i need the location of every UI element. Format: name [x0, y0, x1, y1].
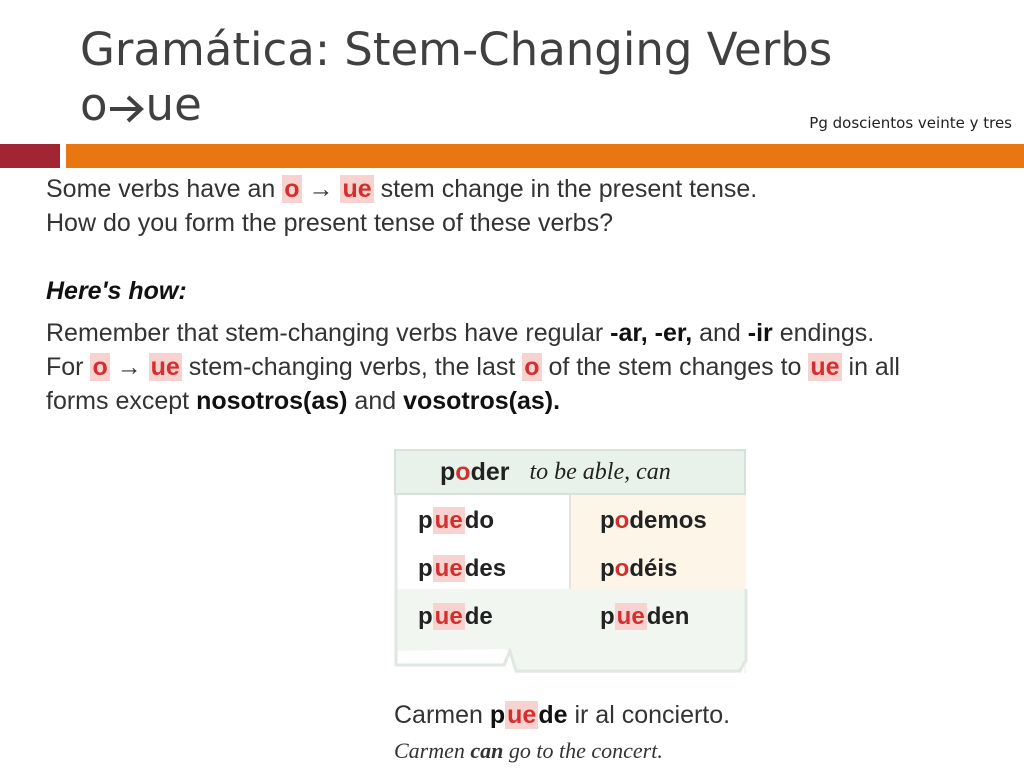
- heres-how-heading: Here's how:: [46, 277, 187, 305]
- arrow-symbol: →: [116, 353, 142, 381]
- highlight-o: o: [284, 175, 300, 203]
- rule-text: stem-changing verbs, the last: [181, 353, 523, 381]
- infinitive-part: p: [440, 457, 456, 486]
- right-arrow-icon: [110, 81, 144, 136]
- intro-line-1: [46, 172, 1016, 206]
- title-line-2: [80, 77, 832, 136]
- highlight-ue: ue: [810, 353, 840, 381]
- rule-line-2: [46, 350, 1016, 384]
- rule-line-1: [46, 316, 1016, 350]
- form-ellos: pueden: [600, 603, 690, 630]
- rule-text: forms except: [46, 387, 197, 415]
- rule-text: and: [692, 319, 748, 347]
- title-ue: ue: [145, 78, 202, 131]
- pronoun-nosotros: nosotros(as): [196, 387, 348, 415]
- form-el: puede: [418, 603, 493, 630]
- example-text: go to the concert.: [503, 738, 663, 763]
- highlight-ue: ue: [342, 175, 372, 203]
- form-yo: puedo: [418, 507, 495, 534]
- highlight-o: o: [524, 353, 540, 381]
- rule-text: and: [347, 387, 404, 415]
- infinitive: [440, 458, 509, 487]
- title-o: o: [80, 78, 108, 131]
- page-reference: Pg doscientos veinte y tres: [809, 114, 1012, 132]
- example-text: Carmen: [394, 738, 471, 763]
- ending-ir: -ir: [747, 319, 773, 347]
- rule-text: endings.: [772, 319, 875, 347]
- highlight-o: o: [92, 353, 108, 381]
- intro-line-2: How do you form the present tense of these verbs?: [46, 209, 613, 237]
- example-text: ir al concierto.: [567, 701, 731, 729]
- accent-bar-orange: [66, 144, 1024, 168]
- rule-text: in all: [841, 353, 900, 381]
- intro-text-end: stem change in the present tense.: [373, 175, 758, 203]
- form-vosotros: podéis: [600, 555, 678, 582]
- example-can: can: [470, 738, 504, 763]
- infinitive-part: der: [470, 457, 510, 486]
- example-sentence-spanish: Carmen puede ir al concierto.: [394, 701, 731, 729]
- highlight-ue: ue: [150, 353, 180, 381]
- arrow-symbol: →: [308, 175, 334, 203]
- rule-text: For: [46, 353, 91, 381]
- rule-text: of the stem changes to: [541, 353, 809, 381]
- conjugation-table: [394, 449, 750, 673]
- title-line-1: Gramática: Stem-Changing Verbs: [80, 23, 833, 76]
- table-body: [394, 495, 750, 673]
- accent-bar-red: [0, 144, 60, 168]
- slide-title: [80, 22, 832, 136]
- table-header: [394, 449, 746, 495]
- example-text: Carmen: [394, 701, 490, 729]
- infinitive-gloss: to be able, can: [529, 458, 671, 485]
- form-nosotros: podemos: [600, 507, 707, 534]
- example-sentence-english: [394, 738, 663, 764]
- intro-text: Some verbs have an: [46, 175, 283, 203]
- infinitive-stem-vowel: o: [455, 457, 471, 486]
- form-tu: puedes: [418, 555, 507, 582]
- ending-ar-er: -ar, -er,: [610, 319, 693, 347]
- rule-text: Remember that stem-changing verbs have regular: [46, 319, 611, 347]
- rule-line-3: [46, 384, 1016, 418]
- pronoun-vosotros: vosotros(as).: [403, 387, 561, 415]
- explanation-text: [46, 172, 1016, 418]
